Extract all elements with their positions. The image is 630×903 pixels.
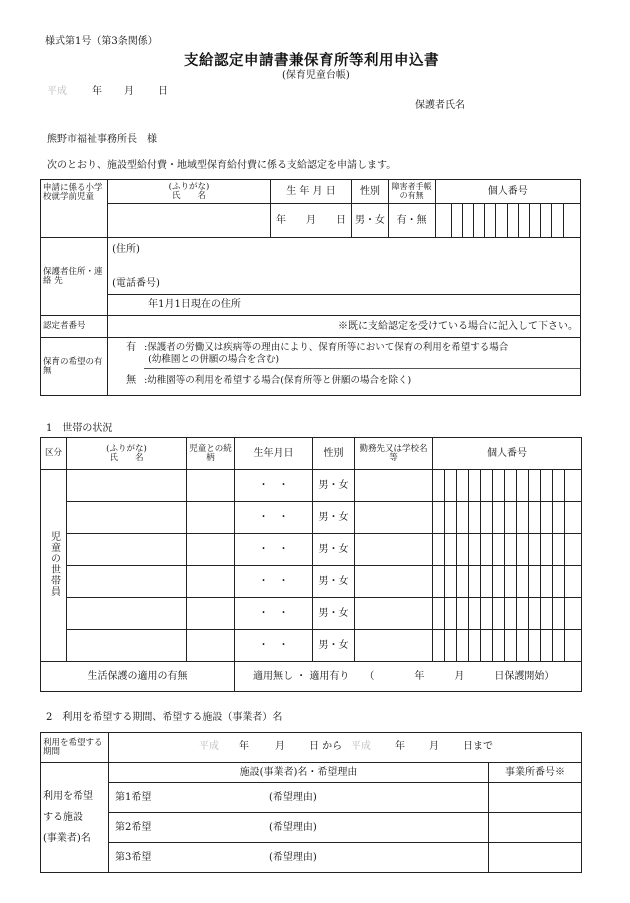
choice-2-label: 第2希望 [115, 822, 152, 833]
household-table [40, 437, 582, 692]
intro-text: 次のとおり、施設型給付費・地域型保育給付費に係る支給認定を申請します。 [47, 160, 397, 171]
cert-number-field[interactable]: ※既に支給認定を受けている場合に記入して下さい。 [108, 316, 581, 338]
member-gender-field[interactable]: 男・女 [313, 630, 355, 662]
member-work-field[interactable] [355, 502, 433, 534]
choice-3-reason: (希望理由) [269, 852, 317, 863]
choice-3-label: 第3希望 [115, 852, 152, 863]
member-birth-field[interactable]: ・ ・ [235, 534, 313, 566]
choice-1-reason: (希望理由) [269, 792, 317, 803]
applicant-disability-field[interactable]: 有・無 [388, 204, 435, 238]
personal-no-digit[interactable] [563, 204, 580, 238]
choice-3-office-no[interactable] [489, 843, 582, 873]
choice-2-reason: (希望理由) [269, 822, 317, 833]
period-label: 利用を希望する期間 [41, 733, 109, 763]
section2-title: 2 利用を希望する期間、希望する施設（事業者）名 [46, 712, 283, 723]
member-name-field[interactable] [67, 598, 187, 630]
member-relation-field[interactable] [187, 598, 235, 630]
applicant-birth-field[interactable]: 年 月 日 [270, 204, 351, 238]
household-side-label: 児童の世帯員 [48, 530, 60, 597]
form-subtitle: (保育児童台帳) [282, 70, 350, 81]
member-personal-no-header: 個人番号 [433, 438, 582, 470]
birth-header: 生 年 月 日 [270, 180, 351, 204]
facility-header: 施設(事業者)名・希望理由 [109, 763, 489, 783]
member-name-field[interactable] [67, 502, 187, 534]
member-gender-field[interactable]: 男・女 [313, 534, 355, 566]
address-label: (住所) [112, 244, 140, 255]
member-work-field[interactable] [355, 630, 433, 662]
applicant-name-header [108, 180, 271, 204]
facility-label-line1: 利用を希望 [43, 791, 93, 802]
period-from-era: 平成 [199, 741, 219, 752]
member-gender-field[interactable]: 男・女 [313, 502, 355, 534]
choice-3-field[interactable] [109, 843, 489, 873]
member-work-field[interactable] [355, 470, 433, 502]
as-of-label: 年1月1日現在の住所 [148, 299, 241, 310]
period-from-year: 年 [239, 741, 249, 752]
hope-label: 保育の希望の有無 [41, 338, 108, 396]
date-day-label: 日 [158, 86, 168, 97]
personal-no-digit[interactable] [496, 204, 507, 238]
member-name-label: 氏 名 [109, 452, 144, 463]
form-number: 様式第1号（第3条関係） [45, 36, 158, 47]
personal-no-digit[interactable] [451, 204, 462, 238]
choice-2-field[interactable] [109, 813, 489, 843]
address-row-label: 保護者住所・連 絡 先 [41, 238, 108, 316]
personal-no-digit[interactable] [530, 204, 541, 238]
member-relation-field[interactable] [187, 630, 235, 662]
work-header: 勤務先又は学校名等 [355, 438, 433, 470]
personal-no-digit[interactable] [474, 204, 485, 238]
member-name-field[interactable] [67, 630, 187, 662]
hope-no-option[interactable]: 無 [126, 375, 137, 386]
member-birth-field[interactable]: ・ ・ [235, 630, 313, 662]
member-gender-field[interactable]: 男・女 [313, 566, 355, 598]
personal-no-digit[interactable] [507, 204, 518, 238]
choice-1-office-no[interactable] [489, 783, 582, 813]
personal-no-header: 個人番号 [435, 180, 580, 204]
relation-header: 児童との続柄 [187, 438, 235, 470]
gender-header: 性別 [352, 180, 389, 204]
applicant-name-field[interactable] [108, 204, 271, 238]
member-name-header [67, 438, 187, 470]
facility-label-line3: (事業者)名 [43, 833, 91, 844]
facility-label-cell [41, 763, 109, 873]
choice-1-label: 第1希望 [115, 792, 152, 803]
applicant-table [40, 179, 581, 396]
member-birth-header: 生年月日 [235, 438, 313, 470]
guardian-name-label: 保護者氏名 [415, 100, 465, 111]
period-to-era: 平成 [351, 741, 371, 752]
member-birth-field[interactable]: ・ ・ [235, 566, 313, 598]
member-relation-field[interactable] [187, 502, 235, 534]
choice-2-office-no[interactable] [489, 813, 582, 843]
member-work-field[interactable] [355, 534, 433, 566]
member-birth-field[interactable]: ・ ・ [235, 470, 313, 502]
member-work-field[interactable] [355, 598, 433, 630]
personal-no-digit[interactable] [462, 204, 473, 238]
period-from-month: 月 [275, 741, 285, 752]
hope-yes-text: :保護者の労働又は疾病等の理由により、保育所等において保育の利用を希望する場合 [144, 342, 509, 353]
period-to-month: 月 [429, 741, 439, 752]
applicant-name-label: 氏 名 [171, 190, 206, 201]
member-birth-field[interactable]: ・ ・ [235, 598, 313, 630]
hope-yes-option[interactable]: 有 [126, 342, 137, 353]
personal-no-digit[interactable] [435, 204, 451, 238]
period-to-day: 日まで [463, 741, 493, 752]
applicant-row-label: 申請に係る小学校就学前児童 [41, 180, 108, 238]
applicant-gender-field[interactable]: 男・女 [352, 204, 389, 238]
choice-1-field[interactable] [109, 783, 489, 813]
hope-yes-note: (幼稚園との併願の場合を含む) [148, 354, 280, 365]
member-relation-field[interactable] [187, 566, 235, 598]
household-side-label-cell [41, 470, 67, 662]
phone-label: (電話番号) [112, 278, 160, 289]
kubun-header: 区分 [41, 438, 67, 470]
member-gender-header: 性別 [313, 438, 355, 470]
address-field[interactable] [108, 238, 581, 316]
personal-no-digit[interactable] [485, 204, 496, 238]
applicant-furigana-label: (ふりがな) [168, 181, 210, 192]
date-era: 平成 [47, 86, 67, 97]
member-gender-field[interactable]: 男・女 [313, 470, 355, 502]
member-name-field[interactable] [67, 566, 187, 598]
hope-options [108, 338, 581, 396]
addressee: 熊野市福祉事務所長 様 [47, 134, 157, 145]
office-no-header: 事業所番号※ [489, 763, 582, 783]
member-name-field[interactable] [67, 470, 187, 502]
member-name-field[interactable] [67, 534, 187, 566]
period-field[interactable] [109, 733, 582, 763]
personal-no-digit[interactable] [552, 204, 563, 238]
personal-no-digit[interactable] [518, 204, 529, 238]
member-relation-field[interactable] [187, 534, 235, 566]
hope-no-text: :幼稚園等の利用を希望する場合(保育所等と併願の場合を除く) [144, 375, 412, 386]
form-title: 支給認定申請書兼保育所等利用申込書 [184, 52, 439, 69]
date-month-label: 月 [124, 86, 134, 97]
cert-number-label: 認定者番号 [41, 316, 108, 338]
member-gender-field[interactable]: 男・女 [313, 598, 355, 630]
member-furigana-label: (ふりがな) [106, 443, 147, 454]
facility-table [40, 732, 582, 873]
disability-header: 障害者手帳の有無 [388, 180, 435, 204]
member-work-field[interactable] [355, 566, 433, 598]
member-relation-field[interactable] [187, 470, 235, 502]
welfare-label: 生活保護の適用の有無 [41, 662, 235, 692]
date-year-label: 年 [92, 86, 102, 97]
member-birth-field[interactable]: ・ ・ [235, 502, 313, 534]
period-to-year: 年 [395, 741, 405, 752]
period-from-day: 日 から [309, 741, 343, 752]
welfare-field[interactable]: 適用無し ・ 適用有り （ 年 月 日保護開始） [235, 662, 582, 692]
section1-title: 1 世帯の状況 [46, 423, 113, 434]
personal-no-digit[interactable] [541, 204, 552, 238]
facility-label-line2: する施設 [43, 812, 83, 823]
